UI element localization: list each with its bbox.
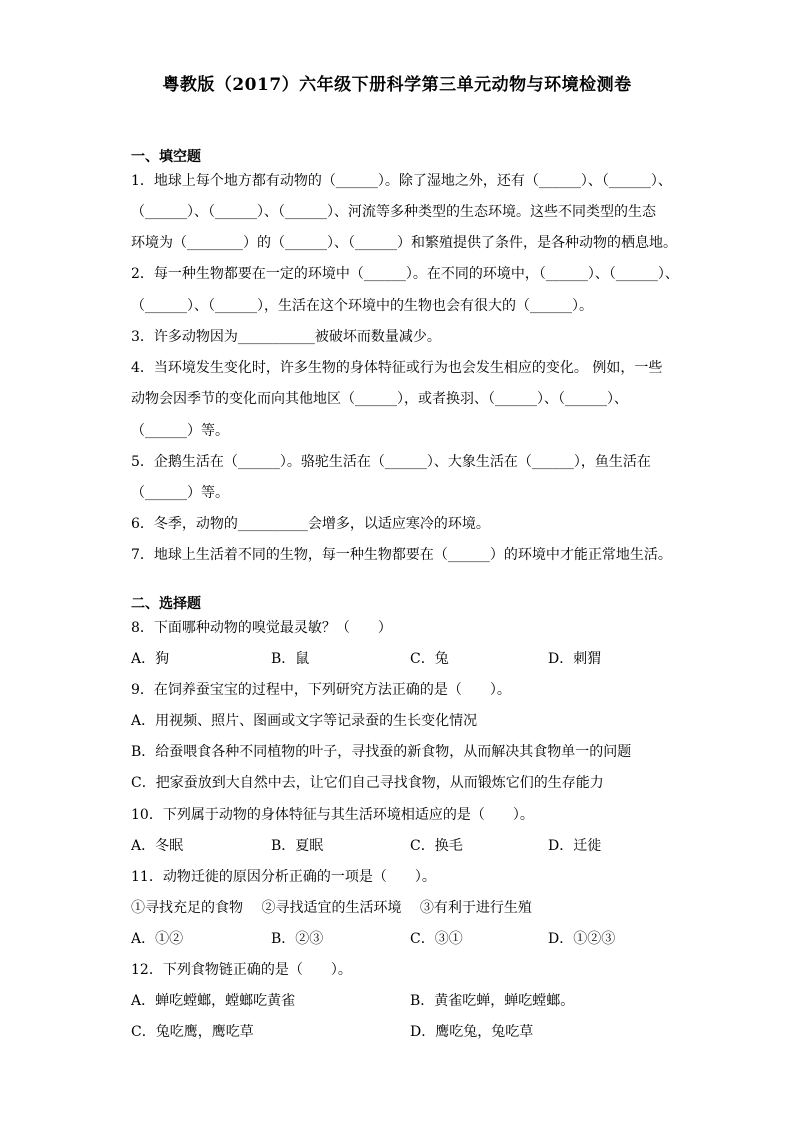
q5-line-1: 5．企鹅生活在（______）。骆驼生活在（______）、大象生活在（______），鱼生活在: [131, 454, 651, 470]
q10-option-b: B．夏眠: [271, 838, 324, 854]
q9-option-c: C．把家蚕放到大自然中去，让它们自己寻找食物，从而锻炼它们的生存能力: [131, 775, 604, 791]
q8-option-d: D．刺猬: [548, 651, 602, 667]
q1-line-1: 1．地球上每个地方都有动物的（______）。除了湿地之外，还有（______）、（______）、: [131, 173, 672, 189]
page-title: 粤教版（2017）六年级下册科学第三单元动物与环境检测卷: [162, 75, 632, 95]
q12-option-c: C．兔吃鹰，鹰吃草: [131, 1024, 254, 1040]
q8-option-c: C．兔: [410, 651, 449, 667]
section-fill-in-title: 一、填空题: [131, 149, 201, 165]
q10-option-c: C．换毛: [410, 838, 463, 854]
q10-option-d: D．迁徙: [548, 838, 602, 854]
section-choice-title: 二、选择题: [131, 596, 201, 612]
q1-line-3: 环境为（________）的（______）、（______）和繁殖提供了条件，是各种动物的栖息地。: [131, 235, 677, 251]
q5-line-2: （______）等。: [131, 485, 229, 501]
q12-option-a: A．蝉吃螳螂，螳螂吃黄雀: [131, 993, 296, 1009]
q4-line-2: 动物会因季节的变化而向其他地区（______），或者换羽、（______）、（______）、: [131, 391, 628, 407]
q12-stem: 12．下列食物链正确的是（ ）。: [131, 962, 352, 978]
q8-stem: 8．下面哪种动物的嗅觉最灵敏？（ ）: [131, 620, 392, 636]
q11-option-b: B．②③: [271, 931, 324, 947]
q9-option-a: A．用视频、照片、图画或文字等记录蚕的生长变化情况: [131, 713, 478, 729]
q8-option-a: A．狗: [131, 651, 170, 667]
q11-option-d: D．①②③: [548, 931, 616, 947]
q11-option-a: A．①②: [131, 931, 184, 947]
q7-line: 7．地球上生活着不同的生物，每一种生物都要在（______）的环境中才能正常地生活。: [131, 547, 672, 563]
q12-option-d: D．鹰吃兔，兔吃草: [410, 1024, 534, 1040]
q3-line: 3．许多动物因为___________被破坏而数量减少。: [131, 329, 441, 345]
q10-stem: 10．下列属于动物的身体特征与其生活环境相适应的是（ ）。: [131, 807, 534, 823]
q4-line-1: 4．当环境发生变化时，许多生物的身体特征或行为也会发生相应的变化。 例如，一些: [131, 360, 663, 376]
q9-option-b: B．给蚕喂食各种不同植物的叶子，寻找蚕的新食物，从而解决其食物单一的问题: [131, 744, 632, 760]
q12-option-b: B．黄雀吃蝉，蝉吃螳螂。: [410, 993, 575, 1009]
q6-line: 6．冬季，动物的__________会增多，以适应寒冷的环境。: [131, 516, 490, 532]
q4-line-3: （______）等。: [131, 423, 229, 439]
q11-stem: 11．动物迁徙的原因分析正确的一项是（ ）。: [131, 869, 436, 885]
q8-option-b: B．鼠: [271, 651, 310, 667]
q9-stem: 9．在饲养蚕宝宝的过程中，下列研究方法正确的是（ ）。: [131, 682, 511, 698]
q11-items: ①寻找充足的食物 ②寻找适宜的生活环境 ③有利于进行生殖: [131, 900, 532, 916]
q1-line-2: （______）、（______）、（______）、河流等多种类型的生态环境。这些不同类型的生态: [131, 204, 656, 220]
q2-line-1: 2．每一种生物都要在一定的环境中（______）。在不同的环境中，（______）、（______）、: [131, 266, 679, 282]
q2-line-2: （______）、（______），生活在这个环境中的生物也会有很大的（______）。: [131, 298, 593, 314]
q11-option-c: C．③①: [410, 931, 463, 947]
q10-option-a: A．冬眠: [131, 838, 184, 854]
